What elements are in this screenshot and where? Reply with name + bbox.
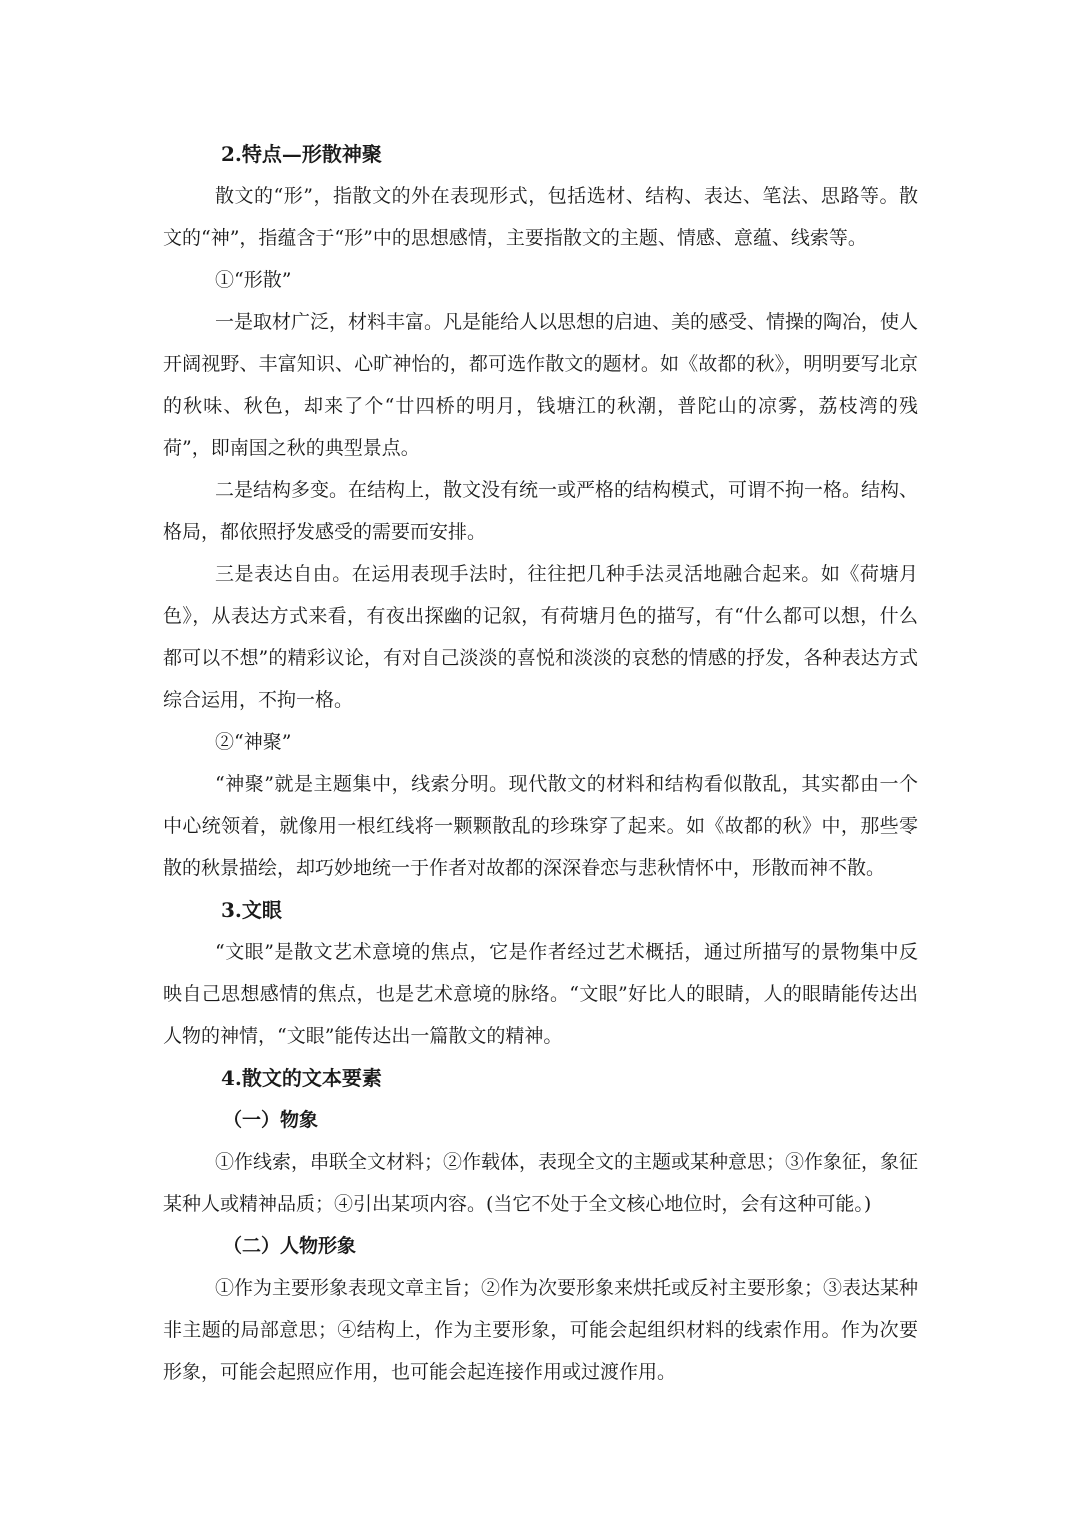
section-heading-text-eye: 3.文眼 xyxy=(221,898,282,922)
paragraph-text-eye: “文眼”是散文艺术意境的焦点，它是作者经过艺术概括，通过所描写的景物集中反映自己思想感情的焦点，也是艺术意境的脉络。“文眼”好比人的眼睛，人的眼睛能传达出人物的神情，“文眼”能传达出一篇散文的精神。 xyxy=(163,941,918,1047)
document-body xyxy=(163,133,918,1393)
point-heading-form-scattered: ①“形散” xyxy=(215,269,292,291)
paragraph-objects: ①作线索，串联全文材料；②作载体，表现全文的主题或某种意思；③作象征，象征某种人或精神品质；④引出某项内容。(当它不处于全文核心地位时，会有这种可能。) xyxy=(163,1151,919,1215)
paragraph-characters: ①作为主要形象表现文章主旨；②作为次要形象来烘托或反衬主要形象；③表达某种非主题的局部意思；④结构上，作为主要形象，可能会起组织材料的线索作用。作为次要形象，可能会起照应作用，也可能会起连接作用或过渡作用。 xyxy=(163,1277,919,1383)
point-heading-spirit-gathered: ②“神聚” xyxy=(215,731,292,753)
paragraph-broad-materials: 一是取材广泛，材料丰富。凡是能给人以思想的启迪、美的感受、情操的陶冶，使人开阔视野、丰富知识、心旷神怡的，都可选作散文的题材。如《故都的秋》，明明要写北京的秋味、秋色，却来了个“廿四桥的明月，钱塘江的秋潮，普陀山的凉雾，荔枝湾的残荷”，即南国之秋的典型景点。 xyxy=(163,311,919,459)
paragraph-spirit-gathered: “神聚”就是主题集中，线索分明。现代散文的材料和结构看似散乱，其实都由一个中心统领着，就像用一根红线将一颗颗散乱的珍珠穿了起来。如《故都的秋》中，那些零散的秋景描绘，却巧妙地统一于作者对故都的深深眷恋与悲秋情怀中，形散而神不散。 xyxy=(163,773,918,879)
section-heading-text-elements: 4.散文的文本要素 xyxy=(221,1066,382,1090)
subheading-characters: （二）人物形象 xyxy=(223,1235,357,1257)
section-heading-features: 2.特点—形散神聚 xyxy=(221,142,382,166)
paragraph-varied-structure: 二是结构多变。在结构上，散文没有统一或严格的结构模式，可谓不拘一格。结构、格局，都依照抒发感受的需要而安排。 xyxy=(163,479,919,543)
paragraph-form-and-spirit-definition: 散文的“形”，指散文的外在表现形式，包括选材、结构、表达、笔法、思路等。散文的“神”，指蕴含于“形”中的思想感情，主要指散文的主题、情感、意蕴、线索等。 xyxy=(163,185,918,249)
paragraph-free-expression: 三是表达自由。在运用表现手法时，往往把几种手法灵活地融合起来。如《荷塘月色》，从表达方式来看，有夜出探幽的记叙，有荷塘月色的描写，有“什么都可以想，什么都可以不想”的精彩议论，有对自己淡淡的喜悦和淡淡的哀愁的情感的抒发，各种表达方式综合运用，不拘一格。 xyxy=(163,563,918,711)
subheading-objects: （一）物象 xyxy=(223,1109,319,1131)
